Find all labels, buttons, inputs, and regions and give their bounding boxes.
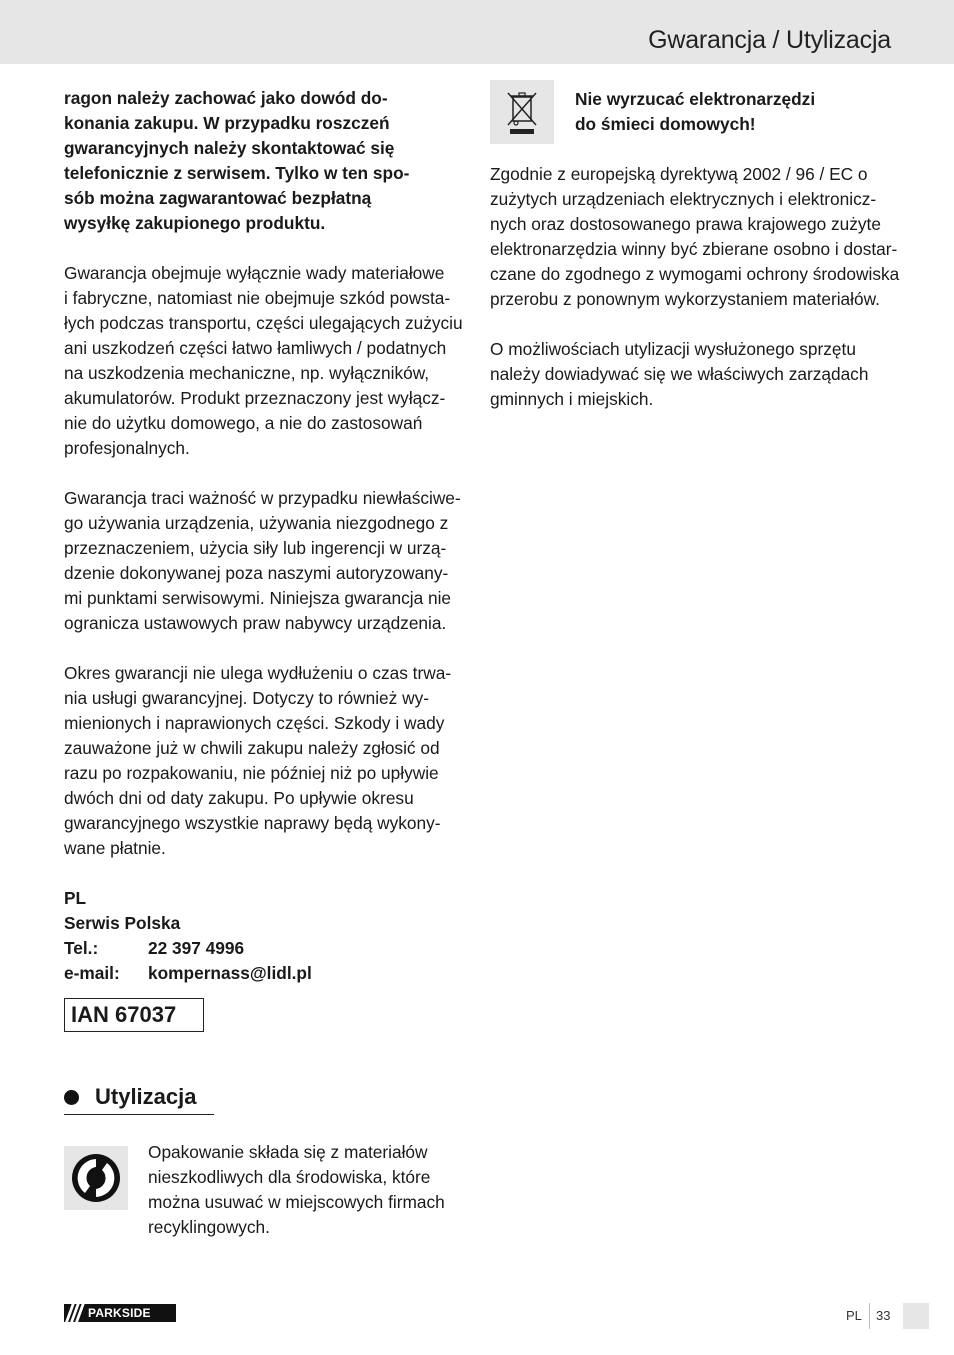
left-column: [64, 86, 468, 986]
text-line: do śmieci domowych!: [575, 114, 756, 134]
contact-country: PL: [64, 888, 87, 908]
text-line: wysyłkę zakupionego produktu.: [64, 213, 326, 233]
disposal-info-paragraph: [490, 337, 894, 412]
parkside-logo: [64, 1304, 176, 1322]
text-line: Opakowanie składa się z materiałów: [148, 1142, 428, 1162]
text-line: mi punktami serwisowymi. Niniejsza gwarancja nie: [64, 588, 452, 608]
text-line: ogranicza ustawowych praw nabywcy urządzenia.: [64, 613, 447, 633]
text-line: na uszkodzenia mechaniczne, np. wyłączników,: [64, 363, 430, 383]
text-line: O możliwościach utylizacji wysłużonego sprzętu: [490, 339, 856, 359]
section-heading-utylizacja: [64, 1084, 214, 1115]
text-line: należy dowiadywać się we właściwych zarządach: [490, 364, 869, 384]
text-line: zużytych urządzeniach elektrycznych i elektronicz-: [490, 189, 877, 209]
text-line: dwóch dni od daty zakupu. Po upływie okresu: [64, 788, 414, 808]
section-heading-text: Utylizacja: [95, 1084, 197, 1109]
weee-directive-paragraph: [490, 162, 900, 312]
text-line: konania zakupu. W przypadku roszczeń: [64, 113, 390, 133]
warranty-void-paragraph: [64, 486, 468, 636]
logo-stripes-icon: [64, 1304, 86, 1322]
text-line: sób można zagwarantować bezpłatną: [64, 188, 372, 208]
ian-number-box: IAN 67037: [64, 998, 204, 1032]
text-line: nieszkodliwych dla środowiska, które: [148, 1167, 431, 1187]
warranty-period-paragraph: [64, 661, 468, 861]
packaging-recycle-paragraph: [148, 1140, 468, 1240]
text-line: i fabryczne, natomiast nie obejmuje szkód powsta-: [64, 288, 451, 308]
contact-tel-label: Tel.:: [64, 938, 99, 958]
text-line: razu po rozpakowaniu, nie później niż po upływie: [64, 763, 439, 783]
green-dot-recycle-icon: [71, 1153, 121, 1203]
contact-email-label: e-mail:: [64, 963, 120, 983]
text-line: nia usługi gwarancyjnej. Dotyczy to również wy-: [64, 688, 429, 708]
service-contact: [64, 886, 468, 986]
text-line: mienionych i naprawionych części. Szkody i wady: [64, 713, 445, 733]
text-line: gminnych i miejskich.: [490, 389, 654, 409]
text-line: go używania urządzenia, używania niezgodnego z: [64, 513, 449, 533]
crossed-bin-icon: [502, 87, 542, 137]
bullet-icon: [64, 1090, 79, 1105]
page-language: PL: [846, 1308, 862, 1323]
text-line: elektronarzędzia winny być zbierane osobno i dostar-: [490, 239, 898, 259]
text-line: ragon należy zachować jako dowód do-: [64, 88, 388, 108]
text-line: zauważone już w chwili zakupu należy zgłosić od: [64, 738, 440, 758]
contact-email-value: kompernass@lidl.pl: [148, 963, 312, 983]
contact-tel-value: 22 397 4996: [148, 938, 245, 958]
page-separator: [869, 1303, 870, 1329]
text-line: profesjonalnych.: [64, 438, 190, 458]
weee-heading: [575, 87, 905, 137]
text-line: nych oraz dostosowanego prawa krajowego zużyte: [490, 214, 881, 234]
text-line: przerobu z ponownym wykorzystaniem materiałów.: [490, 289, 880, 309]
text-line: dzenie dokonywanej poza naszymi autoryzowany-: [64, 563, 449, 583]
text-line: Zgodnie z europejską dyrektywą 2002 / 96 / EC o: [490, 164, 868, 184]
logo-text: PARKSIDE: [88, 1306, 151, 1320]
text-line: Gwarancja traci ważność w przypadku niewłaściwe-: [64, 488, 461, 508]
text-line: nie do użytku domowego, a nie do zastosowań: [64, 413, 423, 433]
text-line: gwarancyjnych należy skontaktować się: [64, 138, 395, 158]
text-line: wane płatnie.: [64, 838, 166, 858]
header-bar: [0, 0, 954, 64]
warranty-coverage-paragraph: [64, 261, 468, 461]
weee-symbol-box: [490, 80, 554, 144]
page-corner-box: [903, 1303, 929, 1329]
contact-service-name: Serwis Polska: [64, 913, 181, 933]
text-line: akumulatorów. Produkt przeznaczony jest wyłącz-: [64, 388, 446, 408]
text-line: czane do zgodnego z wymogami ochrony środowiska: [490, 264, 900, 284]
text-line: można usuwać w miejscowych firmach: [148, 1192, 445, 1212]
page-number: 33: [876, 1308, 891, 1323]
text-line: recyklingowych.: [148, 1217, 270, 1237]
page-title: Gwarancja / Utylizacja: [648, 26, 891, 54]
text-line: telefonicznie z serwisem. Tylko w ten spo-: [64, 163, 410, 183]
right-body: [490, 162, 900, 412]
recycle-symbol-box: [64, 1146, 128, 1210]
text-line: Okres gwarancji nie ulega wydłużeniu o czas trwa-: [64, 663, 452, 683]
text-line: Gwarancja obejmuje wyłącznie wady materiałowe: [64, 263, 445, 283]
text-line: łych podczas transportu, części ulegających zużyciu: [64, 313, 463, 333]
text-line: gwarancyjnego wszystkie naprawy będą wykony-: [64, 813, 441, 833]
text-line: ani uszkodzeń części łatwo łamliwych / podatnych: [64, 338, 447, 358]
text-line: przeznaczeniem, użycia siły lub ingerencji w urzą-: [64, 538, 447, 558]
warranty-bold-paragraph: [64, 86, 468, 236]
text-line: Nie wyrzucać elektronarzędzi: [575, 89, 816, 109]
